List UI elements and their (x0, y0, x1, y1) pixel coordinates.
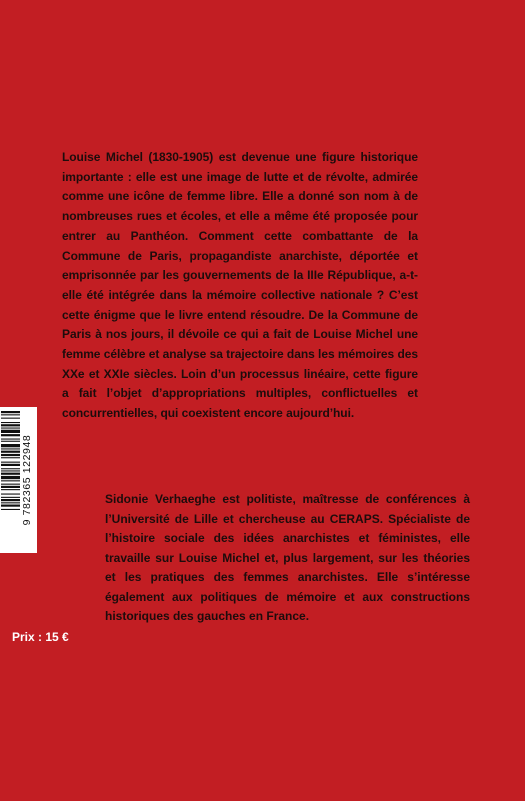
isbn-number: 9 782365 122948 (21, 434, 33, 526)
price-label: Prix : 15 € (12, 630, 69, 644)
isbn-barcode (0, 407, 37, 553)
author-bio: Sidonie Verhaeghe est politiste, maîtresse de conférences à l’Université de Lille et chercheuse au CERAPS. Spécialiste de l’histoire sociale des idées anarchistes et féministes, elle travaille sur Louise Michel et, plus largement, sur les théories et les pratiques des femmes anarchistes. Elle s’intéresse également aux politiques de mémoire et aux constructions historiques des gauches en France. (105, 492, 470, 623)
book-summary: Louise Michel (1830-1905) est devenue une figure historique importante : elle est une image de lutte et de révolte, admirée comme une icône de femme libre. Elle a donné son nom à de nombreuses rues et écoles, et elle a même été proposée pour entrer au Panthéon. Comment cette combattante de la Commune de Paris, propagandiste anarchiste, déportée et emprisonnée par les gouvernements de la IIIe République, a-t-elle été intégrée dans la mémoire collective nationale ? C’est cette énigme que le livre entend résoudre. De la Commune de Paris à nos jours, il dévoile ce qui a fait de Louise Michel une femme célèbre et analyse sa trajectoire dans les mémoires des XXe et XXIe siècles. Loin d’un processus linéaire, cette figure a fait l’objet d’appropriations multiples, conflictuelles et concurrentielles, qui coexistent encore aujourd’hui. (62, 150, 418, 421)
